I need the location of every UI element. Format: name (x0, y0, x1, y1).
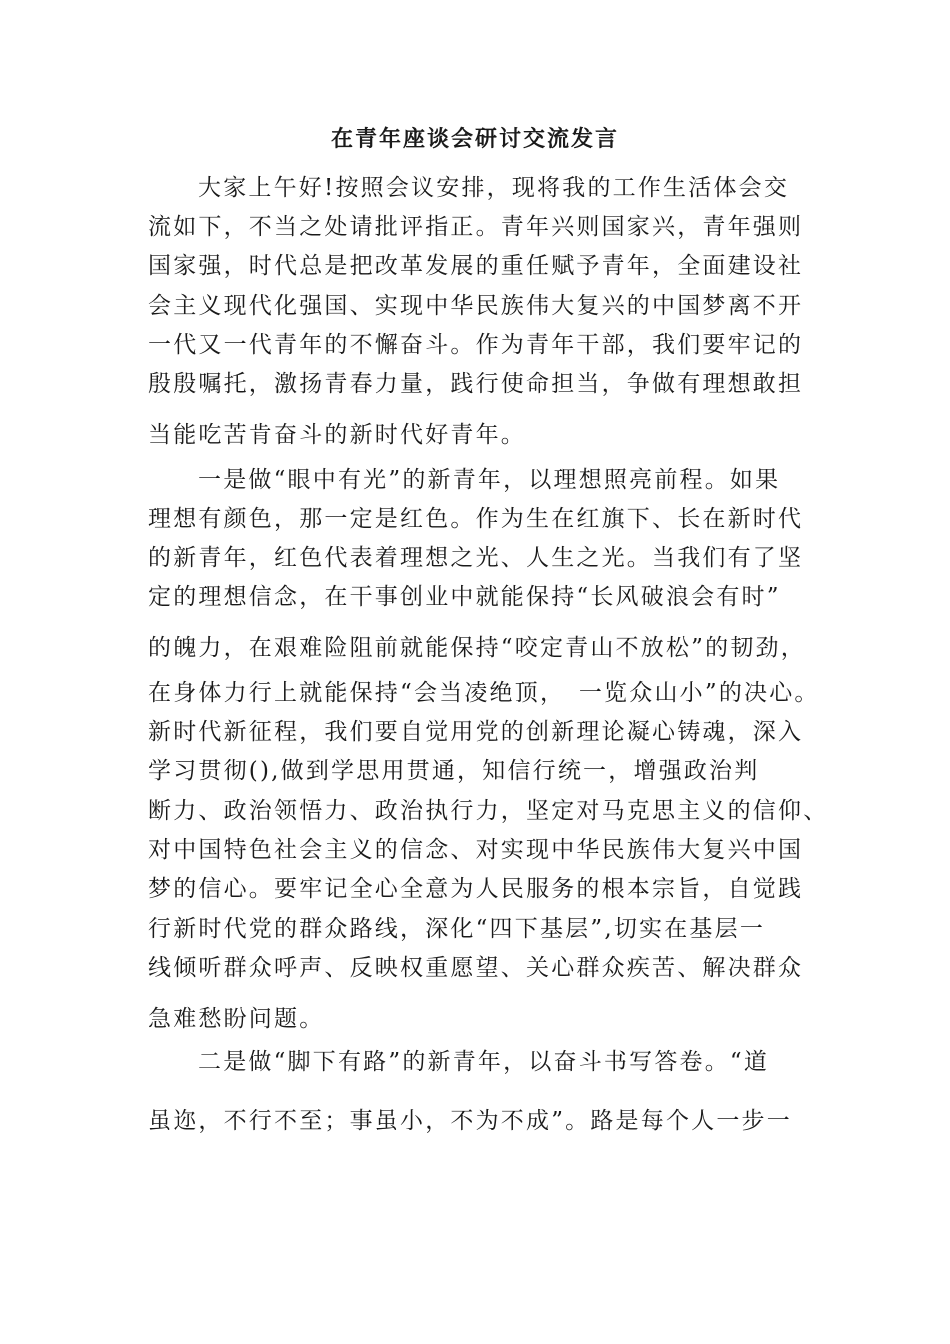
body-line: 学习贯彻(),做到学思用贯通，知信行统一，增强政治判 (148, 758, 760, 784)
body-line: 殷殷嘱托，激扬青春力量，践行使命担当，争做有理想敢担 (148, 371, 804, 397)
body-line: 二是做“脚下有路”的新青年，以奋斗书写答卷。“道 (198, 1049, 770, 1075)
body-line: 国家强，时代总是把改革发展的重任赋予青年，全面建设社 (148, 253, 804, 279)
body-line: 一代又一代青年的不懈奋斗。作为青年干部，我们要牢记的 (148, 332, 804, 358)
body-line: 大家上午好!按照会议安排，现将我的工作生活体会交 (198, 175, 790, 201)
body-line: 理想有颜色，那一定是红色。作为生在红旗下、长在新时代 (148, 506, 804, 532)
body-line: 新时代新征程，我们要自觉用党的创新理论凝心铸魂，深入 (148, 719, 804, 745)
body-line: 行新时代党的群众路线，深化“四下基层”,切实在基层一 (148, 916, 766, 942)
body-line: 在身体力行上就能保持“会当凌绝顶， 一览众山小”的决心。 (148, 680, 820, 706)
body-line: 会主义现代化强国、实现中华民族伟大复兴的中国梦离不开 (148, 293, 804, 319)
body-line: 断力、政治领悟力、政治执行力，坚定对马克思主义的信仰、 (148, 798, 829, 824)
body-line: 定的理想信念，在干事创业中就能保持“长风破浪会有时” (148, 584, 781, 610)
body-line: 的新青年，红色代表着理想之光、人生之光。当我们有了坚 (148, 545, 804, 571)
body-line: 当能吃苦肯奋斗的新时代好青年。 (148, 422, 526, 448)
body-line: 一是做“眼中有光”的新青年，以理想照亮前程。如果 (198, 467, 781, 493)
body-line: 梦的信心。要牢记全心全意为人民服务的根本宗旨，自觉践 (148, 876, 804, 902)
body-line: 对中国特色社会主义的信念、对实现中华民族伟大复兴中国 (148, 837, 804, 863)
body-line: 急难愁盼问题。 (148, 1006, 325, 1032)
document-title: 在青年座谈会研讨交流发言 (330, 127, 619, 152)
body-line: 虽迩，不行不至；事虽小，不为不成”。路是每个人一步一 (148, 1108, 792, 1134)
body-line: 流如下，不当之处请批评指正。青年兴则国家兴，青年强则 (148, 214, 804, 240)
body-line: 的魄力，在艰难险阻前就能保持“咬定青山不放松”的韧劲， (148, 635, 806, 661)
body-line: 线倾听群众呼声、反映权重愿望、关心群众疾苦、解决群众 (148, 955, 804, 981)
